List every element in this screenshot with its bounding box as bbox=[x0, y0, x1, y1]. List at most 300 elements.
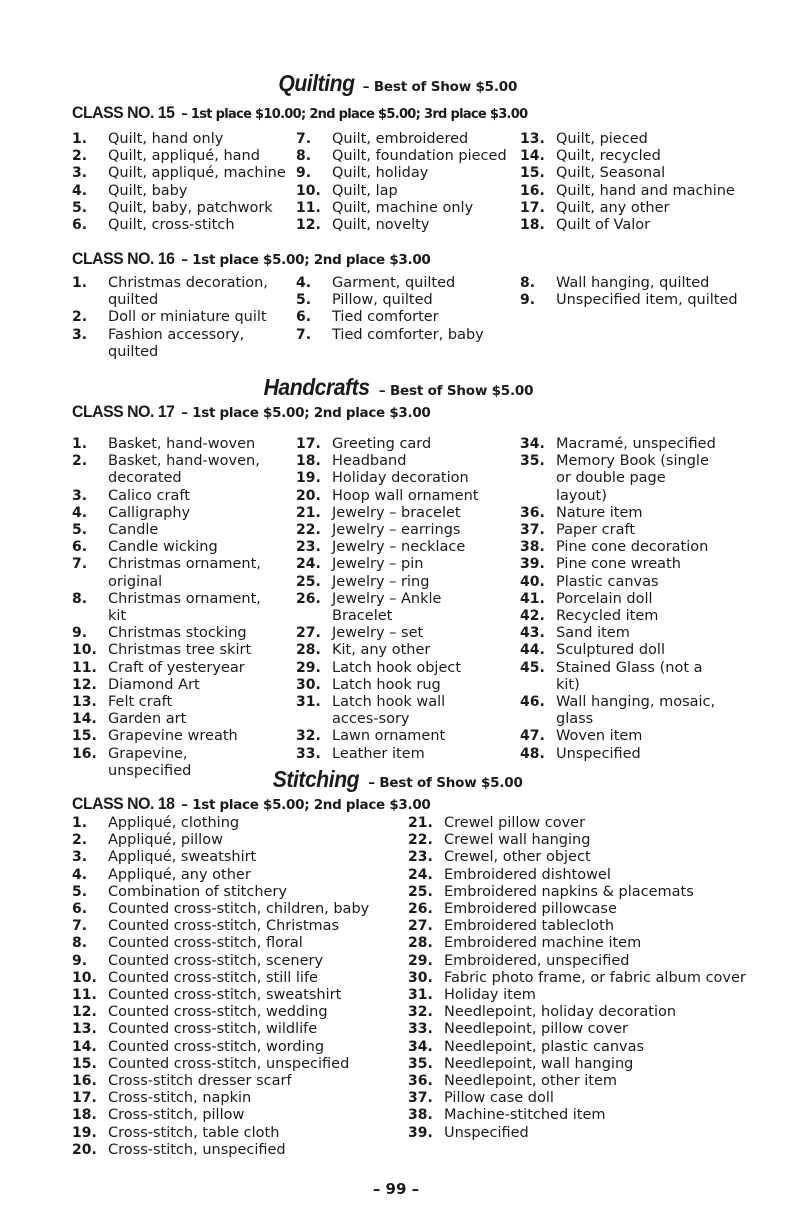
item-number: 2. bbox=[72, 309, 88, 326]
list-item bbox=[408, 832, 728, 849]
list-item bbox=[408, 953, 728, 970]
item-label: Wall hanging, mosaic, glass bbox=[556, 694, 716, 728]
list-item bbox=[72, 935, 392, 952]
list-item bbox=[520, 200, 735, 217]
item-number: 40. bbox=[520, 573, 545, 590]
item-number: 9. bbox=[296, 165, 312, 182]
item-number: 31. bbox=[408, 987, 433, 1004]
list-item bbox=[296, 183, 511, 200]
item-number: 27. bbox=[408, 918, 433, 935]
item-label: Quilt, pieced bbox=[556, 131, 648, 147]
best-of-show: – Best of Show $5.00 bbox=[368, 775, 523, 791]
list-item bbox=[72, 953, 392, 970]
list-item bbox=[72, 1090, 392, 1107]
list-item bbox=[72, 1056, 392, 1073]
item-number: 20. bbox=[72, 1141, 97, 1158]
item-number: 23. bbox=[408, 849, 433, 866]
list-item bbox=[72, 488, 272, 505]
item-number: 3. bbox=[72, 849, 88, 866]
item-label: Counted cross-stitch, wording bbox=[108, 1038, 325, 1055]
item-label: Grapevine wreath bbox=[108, 728, 238, 745]
item-label: Appliqué, sweatshirt bbox=[108, 849, 257, 866]
item-label: Jewelry – necklace bbox=[332, 539, 466, 556]
item-number: 5. bbox=[72, 883, 88, 900]
item-label: Cross-stitch, napkin bbox=[108, 1090, 252, 1107]
item-number: 27. bbox=[296, 625, 321, 642]
item-number: 8. bbox=[520, 275, 536, 291]
item-label: Grapevine, unspecified bbox=[108, 745, 192, 779]
class-15-column-1 bbox=[72, 131, 287, 234]
item-number: 2. bbox=[72, 832, 88, 849]
item-number: 5. bbox=[296, 292, 312, 309]
list-item bbox=[408, 1090, 728, 1107]
class-heading-16 bbox=[72, 250, 431, 268]
list-item bbox=[72, 453, 272, 487]
list-item bbox=[72, 642, 272, 659]
item-number: 26. bbox=[296, 590, 321, 607]
item-number: 7. bbox=[296, 131, 312, 147]
item-label: Quilt, hand only bbox=[108, 131, 224, 147]
best-of-show: – Best of Show $5.00 bbox=[378, 383, 534, 399]
item-number: 24. bbox=[296, 556, 321, 573]
item-label: Kit, any other bbox=[332, 642, 431, 659]
item-label: Machine-stitched item bbox=[444, 1107, 606, 1124]
item-label: Appliqué, pillow bbox=[108, 832, 223, 849]
list-item bbox=[408, 1107, 728, 1124]
item-number: 24. bbox=[408, 866, 433, 883]
item-label: Jewelry – Ankle Bracelet bbox=[332, 590, 442, 625]
item-label: Needlepoint, other item bbox=[444, 1073, 618, 1090]
list-item bbox=[72, 970, 392, 987]
item-label: Quilt, baby bbox=[108, 182, 188, 199]
list-item bbox=[520, 453, 720, 505]
list-item bbox=[296, 292, 511, 309]
list-item bbox=[296, 217, 511, 234]
item-number: 2. bbox=[72, 148, 88, 165]
item-label: Candle bbox=[108, 522, 159, 539]
list-item bbox=[296, 327, 511, 344]
list-item bbox=[72, 217, 287, 234]
item-label: Quilt, cross-stitch bbox=[108, 217, 235, 234]
list-item bbox=[296, 131, 511, 148]
list-item bbox=[72, 728, 272, 745]
item-number: 4. bbox=[72, 504, 88, 521]
item-number: 21. bbox=[408, 815, 433, 831]
list-item bbox=[72, 1125, 392, 1142]
class-name: CLASS NO. 17 bbox=[72, 402, 175, 421]
list-item bbox=[296, 436, 496, 453]
item-number: 46. bbox=[520, 694, 545, 711]
list-item bbox=[408, 867, 728, 884]
class-prizes: – 1st place $5.00; 2nd place $3.00 bbox=[181, 797, 431, 813]
item-number: 41. bbox=[520, 590, 545, 607]
class-name: CLASS NO. 16 bbox=[72, 249, 175, 268]
item-label: Pine cone wreath bbox=[556, 556, 681, 573]
item-label: Crewel wall hanging bbox=[444, 832, 591, 849]
list-item bbox=[72, 867, 392, 884]
list-item bbox=[72, 849, 392, 866]
list-item bbox=[520, 642, 720, 659]
list-item bbox=[296, 660, 496, 677]
list-item bbox=[296, 728, 496, 745]
item-label: Embroidered tablecloth bbox=[444, 918, 615, 935]
item-number: 21. bbox=[296, 504, 321, 521]
class-18-column-2 bbox=[408, 815, 746, 1142]
item-label: Appliqué, any other bbox=[108, 866, 251, 883]
item-label: Pillow, quilted bbox=[332, 292, 433, 309]
item-number: 4. bbox=[72, 182, 88, 199]
item-number: 6. bbox=[72, 539, 88, 556]
class-name: CLASS NO. 15 bbox=[72, 103, 175, 122]
item-label: Quilt, appliqué, machine bbox=[108, 165, 286, 182]
section-title-quilting bbox=[0, 72, 792, 95]
list-item bbox=[296, 591, 496, 625]
list-item bbox=[520, 217, 735, 234]
item-number: 10. bbox=[72, 642, 97, 659]
item-label: Needlepoint, plastic canvas bbox=[444, 1038, 645, 1055]
item-label: Headband bbox=[332, 453, 407, 470]
item-label: Christmas decoration, quilted bbox=[108, 275, 268, 309]
section-name: Quilting bbox=[278, 70, 355, 96]
item-number: 22. bbox=[408, 832, 433, 849]
item-number: 47. bbox=[520, 728, 545, 745]
best-of-show: – Best of Show $5.00 bbox=[362, 79, 518, 95]
item-label: Embroidered dishtowel bbox=[444, 866, 611, 883]
item-number: 5. bbox=[72, 522, 88, 539]
item-label: Needlepoint, wall hanging bbox=[444, 1055, 634, 1072]
item-label: Latch hook rug bbox=[332, 676, 441, 693]
item-number: 32. bbox=[296, 728, 321, 745]
list-item bbox=[72, 327, 274, 361]
list-item bbox=[296, 505, 496, 522]
item-number: 2. bbox=[72, 453, 88, 470]
item-number: 9. bbox=[520, 292, 536, 309]
list-item bbox=[72, 884, 392, 901]
item-label: Unspecified bbox=[444, 1124, 529, 1141]
list-item bbox=[520, 608, 720, 625]
item-label: Stained Glass (not a kit) bbox=[556, 659, 703, 693]
section-title-handcrafts bbox=[0, 376, 792, 399]
list-item bbox=[296, 642, 496, 659]
item-number: 36. bbox=[520, 504, 545, 521]
list-item bbox=[72, 131, 287, 148]
item-number: 48. bbox=[520, 745, 545, 762]
class-15-column-2 bbox=[296, 131, 511, 234]
list-item bbox=[408, 969, 746, 987]
item-number: 17. bbox=[520, 199, 545, 216]
item-number: 34. bbox=[520, 436, 545, 452]
list-item bbox=[72, 309, 274, 326]
item-label: Cross-stitch, unspecified bbox=[108, 1141, 286, 1158]
class-prizes: – 1st place $5.00; 2nd place $3.00 bbox=[181, 252, 431, 268]
list-item bbox=[296, 746, 496, 763]
list-item bbox=[520, 556, 720, 573]
item-number: 29. bbox=[408, 952, 433, 969]
item-label: Doll or miniature quilt bbox=[108, 309, 267, 326]
list-item bbox=[72, 200, 287, 217]
item-number: 31. bbox=[296, 694, 321, 711]
item-number: 18. bbox=[296, 453, 321, 470]
item-number: 6. bbox=[296, 309, 312, 326]
item-label: Basket, hand-woven bbox=[108, 436, 256, 452]
item-label: Basket, hand-woven, decorated bbox=[108, 453, 260, 487]
item-label: Cross-stitch, table cloth bbox=[108, 1124, 280, 1141]
list-item bbox=[72, 987, 392, 1004]
item-label: Jewelry – bracelet bbox=[332, 504, 461, 521]
item-label: Woven item bbox=[556, 728, 643, 745]
list-item bbox=[72, 832, 392, 849]
item-number: 1. bbox=[72, 436, 88, 452]
list-item bbox=[296, 275, 511, 292]
item-number: 26. bbox=[408, 901, 433, 918]
item-number: 11. bbox=[296, 199, 321, 216]
item-label: Quilt, embroidered bbox=[332, 131, 469, 147]
item-label: Embroidered pillowcase bbox=[444, 901, 617, 918]
list-item bbox=[520, 574, 720, 591]
item-number: 13. bbox=[72, 1021, 97, 1038]
item-number: 3. bbox=[72, 326, 88, 343]
item-number: 19. bbox=[296, 470, 321, 487]
item-label: Crewel pillow cover bbox=[444, 815, 586, 831]
item-label: Candle wicking bbox=[108, 539, 218, 556]
list-item bbox=[72, 1073, 392, 1090]
class-prizes: – 1st place $10.00; 2nd place $5.00; 3rd place $3.00 bbox=[181, 107, 528, 122]
class-17-column-1 bbox=[72, 436, 272, 780]
item-label: Counted cross-stitch, Christmas bbox=[108, 918, 340, 935]
item-number: 28. bbox=[296, 642, 321, 659]
list-item bbox=[296, 488, 496, 505]
list-item bbox=[296, 453, 496, 470]
list-item bbox=[520, 436, 720, 453]
item-label: Plastic canvas bbox=[556, 573, 659, 590]
list-item bbox=[408, 1021, 728, 1038]
list-item bbox=[520, 694, 720, 728]
item-number: 30. bbox=[408, 969, 433, 986]
item-label: Christmas stocking bbox=[108, 625, 247, 642]
list-item bbox=[72, 918, 392, 935]
section-name: Stitching bbox=[273, 766, 360, 792]
list-item bbox=[520, 746, 720, 763]
list-item bbox=[72, 275, 274, 309]
list-item bbox=[520, 148, 735, 165]
list-item bbox=[296, 165, 511, 182]
item-label: Holiday decoration bbox=[332, 470, 469, 487]
list-item bbox=[72, 591, 272, 625]
class-name: CLASS NO. 18 bbox=[72, 794, 175, 813]
item-label: Unspecified bbox=[556, 745, 641, 762]
list-item bbox=[296, 522, 496, 539]
item-number: 7. bbox=[296, 326, 312, 343]
item-number: 8. bbox=[72, 935, 88, 952]
item-label: Counted cross-stitch, wildlife bbox=[108, 1021, 318, 1038]
item-number: 3. bbox=[72, 165, 88, 182]
item-number: 19. bbox=[72, 1124, 97, 1141]
item-label: Latch hook object bbox=[332, 659, 462, 676]
item-label: Garment, quilted bbox=[332, 275, 456, 291]
item-number: 28. bbox=[408, 935, 433, 952]
class-heading-18 bbox=[72, 795, 431, 813]
item-number: 39. bbox=[408, 1124, 433, 1141]
item-label: Appliqué, clothing bbox=[108, 815, 240, 831]
item-number: 32. bbox=[408, 1004, 433, 1021]
item-number: 37. bbox=[408, 1090, 433, 1107]
item-number: 36. bbox=[408, 1073, 433, 1090]
item-number: 16. bbox=[72, 745, 97, 762]
item-number: 9. bbox=[72, 625, 88, 642]
item-label: Wall hanging, quilted bbox=[556, 275, 710, 291]
item-label: Macramé, unspecified bbox=[556, 436, 716, 452]
list-item bbox=[408, 884, 728, 901]
item-label: Tied comforter, baby bbox=[332, 326, 484, 343]
list-item bbox=[72, 1107, 392, 1124]
item-number: 11. bbox=[72, 659, 97, 676]
list-item bbox=[72, 625, 272, 642]
class-15-column-3 bbox=[520, 131, 735, 234]
item-number: 10. bbox=[296, 182, 321, 199]
list-item bbox=[408, 1125, 728, 1142]
item-number: 12. bbox=[72, 1004, 97, 1021]
list-item bbox=[520, 183, 735, 200]
item-label: Quilt, holiday bbox=[332, 165, 429, 182]
item-number: 12. bbox=[72, 676, 97, 693]
item-number: 11. bbox=[72, 987, 97, 1004]
item-number: 15. bbox=[520, 165, 545, 182]
item-label: Christmas ornament, kit bbox=[108, 590, 261, 625]
list-item bbox=[72, 660, 272, 677]
item-label: Tied comforter bbox=[332, 309, 439, 326]
item-label: Combination of stitchery bbox=[108, 883, 287, 900]
item-number: 17. bbox=[296, 436, 321, 452]
list-item bbox=[72, 539, 272, 556]
item-label: Quilt, Seasonal bbox=[556, 165, 666, 182]
item-number: 38. bbox=[520, 539, 545, 556]
list-item bbox=[408, 1056, 728, 1073]
list-item bbox=[296, 694, 496, 728]
list-item bbox=[72, 522, 272, 539]
item-label: Greeting card bbox=[332, 436, 432, 452]
class-prizes: – 1st place $5.00; 2nd place $3.00 bbox=[181, 405, 431, 421]
item-label: Hoop wall ornament bbox=[332, 487, 479, 504]
item-label: Latch hook wall acces-sory bbox=[332, 694, 446, 728]
list-item bbox=[296, 625, 496, 642]
item-number: 8. bbox=[72, 590, 88, 607]
item-number: 13. bbox=[72, 694, 97, 711]
item-label: Quilt, novelty bbox=[332, 217, 430, 234]
list-item bbox=[520, 539, 720, 556]
item-number: 1. bbox=[72, 815, 88, 831]
list-item bbox=[408, 815, 728, 832]
list-item bbox=[408, 901, 728, 918]
item-number: 33. bbox=[296, 745, 321, 762]
item-label: Quilt, appliqué, hand bbox=[108, 148, 260, 165]
item-label: Felt craft bbox=[108, 694, 173, 711]
item-label: Sand item bbox=[556, 625, 630, 642]
list-item bbox=[72, 901, 392, 918]
item-label: Quilt, machine only bbox=[332, 199, 474, 216]
item-number: 34. bbox=[408, 1038, 433, 1055]
item-label: Fabric photo frame, or fabric album cover bbox=[444, 969, 746, 986]
list-item bbox=[296, 200, 511, 217]
list-item bbox=[408, 1039, 728, 1056]
item-number: 22. bbox=[296, 522, 321, 539]
item-number: 29. bbox=[296, 659, 321, 676]
item-number: 17. bbox=[72, 1090, 97, 1107]
class-heading-17 bbox=[72, 403, 431, 421]
list-item bbox=[296, 677, 496, 694]
item-number: 10. bbox=[72, 969, 97, 986]
list-item bbox=[72, 436, 272, 453]
item-label: Counted cross-stitch, floral bbox=[108, 935, 303, 952]
item-label: Crewel, other object bbox=[444, 849, 591, 866]
item-label: Quilt, any other bbox=[556, 199, 670, 216]
item-number: 23. bbox=[296, 539, 321, 556]
item-label: Quilt, baby, patchwork bbox=[108, 199, 273, 216]
item-number: 37. bbox=[520, 522, 545, 539]
list-item bbox=[520, 591, 720, 608]
item-number: 6. bbox=[72, 217, 88, 234]
item-label: Recycled item bbox=[556, 608, 659, 625]
section-title-stitching bbox=[0, 768, 792, 791]
class-heading-15 bbox=[72, 104, 527, 121]
list-item bbox=[72, 1039, 392, 1056]
item-label: Counted cross-stitch, sweatshirt bbox=[108, 987, 342, 1004]
item-number: 35. bbox=[520, 453, 545, 470]
item-label: Lawn ornament bbox=[332, 728, 446, 745]
item-label: Embroidered napkins & placemats bbox=[444, 883, 694, 900]
list-item bbox=[296, 574, 496, 591]
list-item bbox=[408, 918, 728, 935]
section-name: Handcrafts bbox=[263, 374, 370, 400]
class-18-column-1 bbox=[72, 815, 392, 1159]
item-label: Fashion accessory, quilted bbox=[108, 326, 245, 360]
item-number: 16. bbox=[72, 1073, 97, 1090]
item-label: Needlepoint, pillow cover bbox=[444, 1021, 628, 1038]
list-item bbox=[72, 148, 287, 165]
item-label: Quilt, lap bbox=[332, 182, 398, 199]
item-label: Pine cone decoration bbox=[556, 539, 709, 556]
item-number: 7. bbox=[72, 556, 88, 573]
item-number: 4. bbox=[296, 275, 312, 291]
class-16-column-1 bbox=[72, 275, 274, 361]
list-item bbox=[520, 660, 720, 694]
list-item bbox=[72, 711, 272, 728]
item-number: 30. bbox=[296, 676, 321, 693]
list-item bbox=[408, 987, 728, 1004]
item-label: Quilt, recycled bbox=[556, 148, 661, 165]
list-item bbox=[72, 1142, 392, 1159]
list-item bbox=[72, 677, 272, 694]
item-label: Jewelry – earrings bbox=[332, 522, 461, 539]
item-label: Paper craft bbox=[556, 522, 636, 539]
list-item bbox=[408, 1073, 728, 1090]
item-label: Quilt of Valor bbox=[556, 217, 651, 234]
list-item bbox=[72, 183, 287, 200]
list-item bbox=[72, 556, 272, 590]
item-label: Calico craft bbox=[108, 487, 190, 504]
list-item bbox=[72, 1021, 392, 1038]
item-number: 4. bbox=[72, 866, 88, 883]
item-number: 16. bbox=[520, 182, 545, 199]
list-item bbox=[296, 539, 496, 556]
item-number: 18. bbox=[72, 1107, 97, 1124]
item-number: 5. bbox=[72, 199, 88, 216]
list-item bbox=[520, 505, 720, 522]
item-number: 15. bbox=[72, 1055, 97, 1072]
item-number: 43. bbox=[520, 625, 545, 642]
item-label: Christmas ornament, original bbox=[108, 556, 261, 590]
item-label: Counted cross-stitch, children, baby bbox=[108, 901, 370, 918]
item-number: 9. bbox=[72, 952, 88, 969]
